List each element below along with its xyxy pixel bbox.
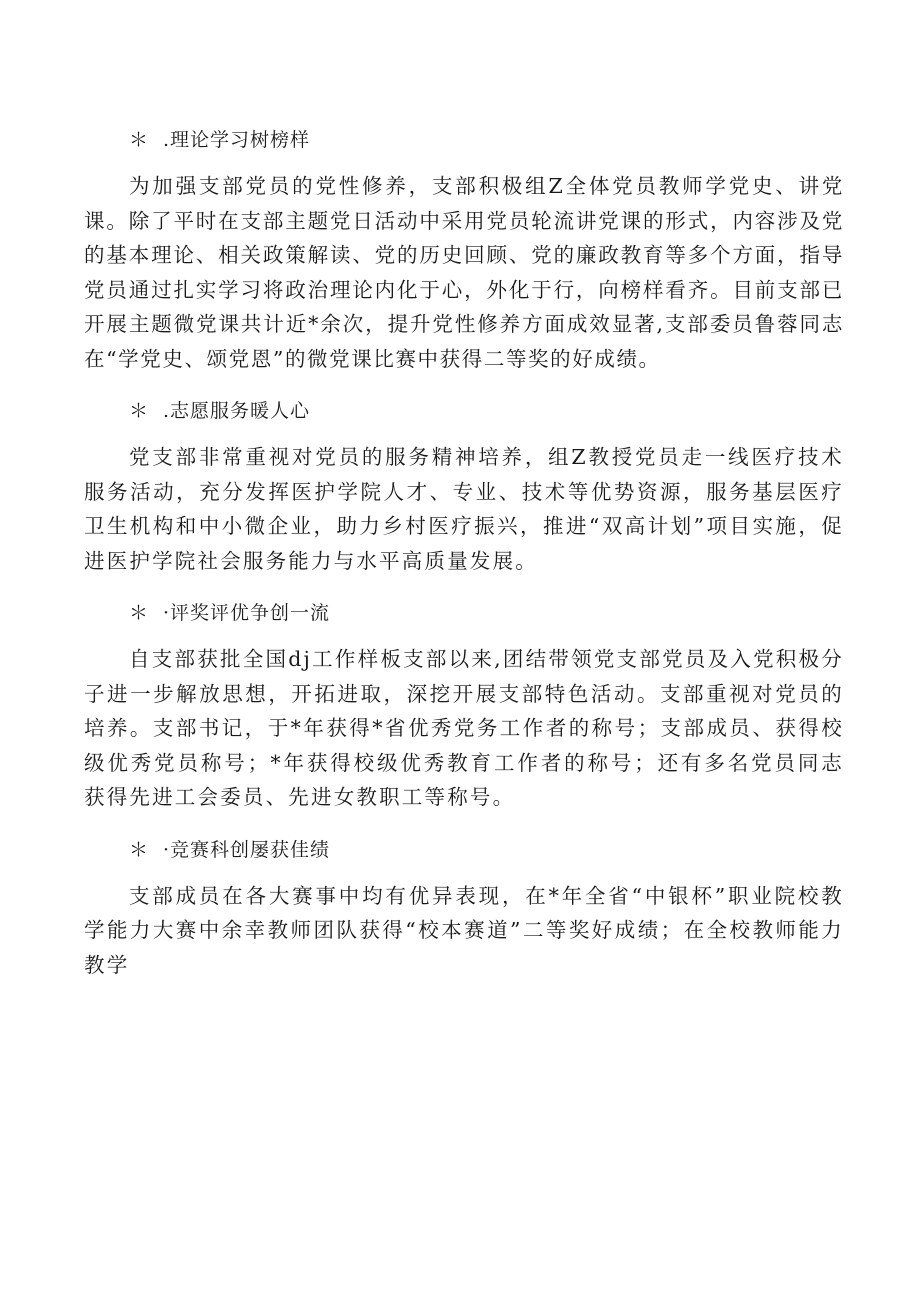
section-marker: ＊ — [129, 400, 150, 422]
section-title: ·竞赛科创屡获佳绩 — [163, 838, 331, 861]
section-heading-volunteer-service — [84, 391, 844, 431]
document-page — [84, 120, 844, 997]
section-title: .理论学习树榜样 — [163, 129, 311, 151]
section-body-theory-study: 为加强支部党员的党性修养，支部积极组Z全体党员教师学党史、讲党课。除了平时在支部主题党日活动中采用党员轮流讲党课的形式，内容涉及党的基本理论、相关政策解读、党的历史回顾、党的廉政教育等多个方面，指导党员通过扎实学习将政治理论内化于心，外化于行，向榜样看齐。目前支部已开展主题微党课共计近*余次，提升党性修养方面成效显著,支部委员鲁蓉同志在“学党史、颂党恩”的微党课比赛中获得二等奖的好成绩。 — [84, 174, 844, 371]
section-title: .志愿服务暖人心 — [163, 400, 311, 422]
section-body-volunteer-service: 党支部非常重视对党员的服务精神培养，组Z教授党员走一线医疗技术服务活动，充分发挥医护学院人才、专业、技术等优势资源，服务基层医疗卫生机构和中小微企业，助力乡村医疗振兴，推进“双高计划”项目实施，促进医护学院社会服务能力与水平高质量发展。 — [84, 445, 844, 573]
section-body-awards: 自支部获批全国dj工作样板支部以来,团结带领党支部党员及入党积极分子进一步解放思想，开拓进取，深挖开展支部特色活动。支部重视对党员的培养。支部书记，于*年获得*省优秀党务工作者的称号；支部成员、获得校级优秀党员称号；*年获得校级优秀教育工作者的称号；还有多名党员同志获得先进工会委员、先进女教职工等称号。 — [84, 647, 844, 809]
section-marker: ＊ — [129, 129, 150, 151]
section-heading-competitions — [84, 830, 844, 870]
section-title: ·评奖评优争创一流 — [163, 602, 331, 624]
section-body-competitions: 支部成员在各大赛事中均有优异表现，在*年全省“中银杯”职业院校教学能力大赛中余幸教师团队获得“校本赛道”二等奖好成绩；在全校教师能力教学 — [84, 883, 844, 977]
section-heading-awards — [84, 593, 844, 633]
section-heading-theory-study — [84, 120, 844, 160]
section-marker: ＊ — [129, 838, 150, 861]
section-marker: ＊ — [129, 602, 150, 624]
